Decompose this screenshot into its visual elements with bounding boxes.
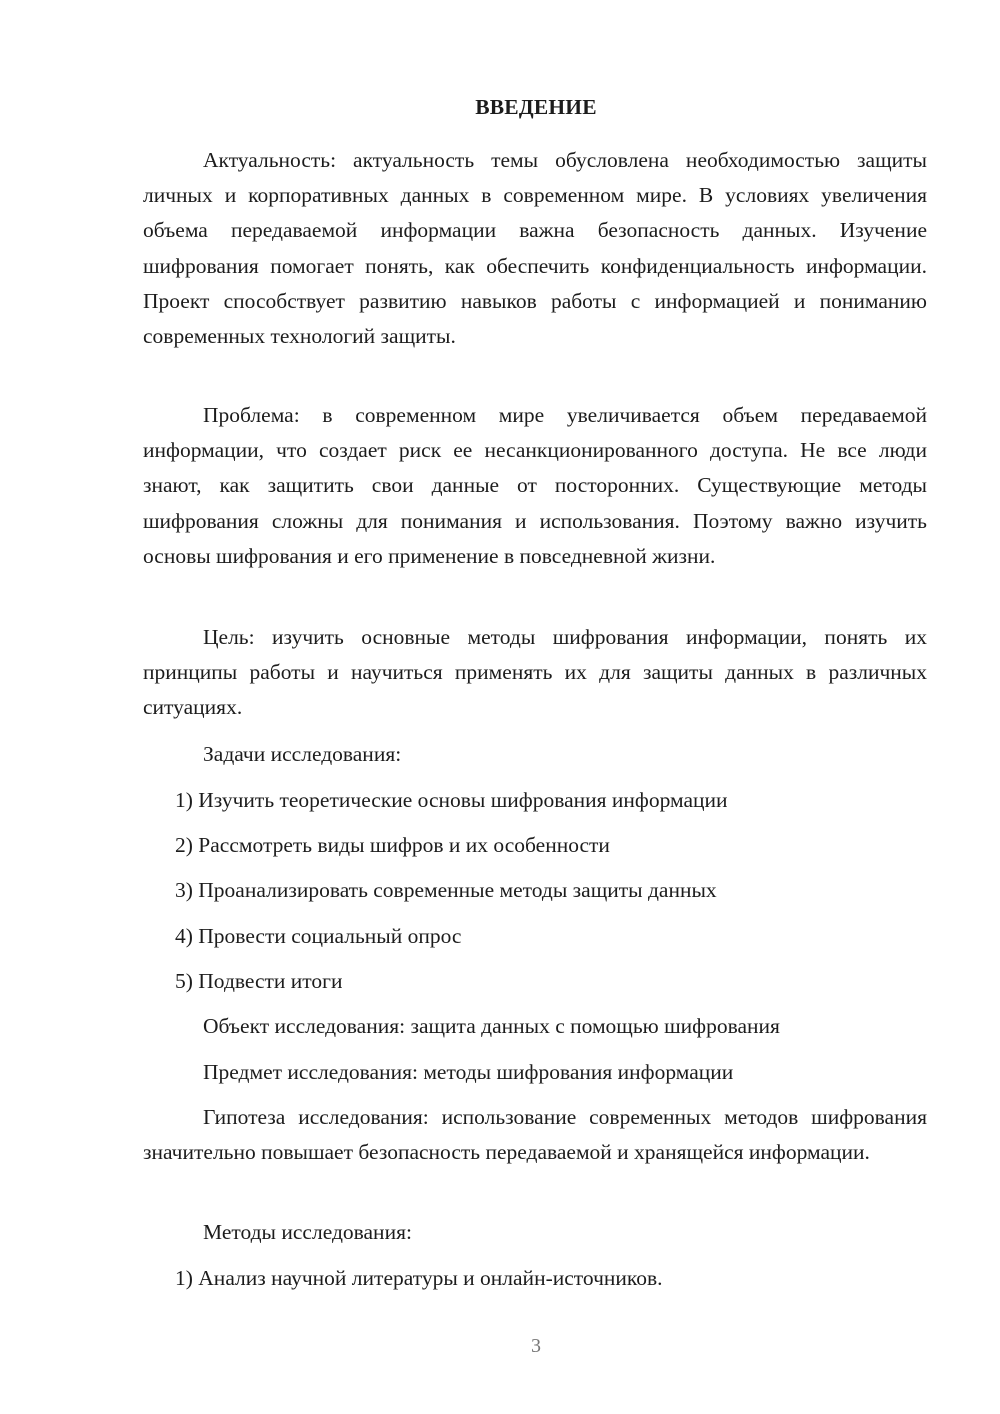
task-item: 1) Изучить теоретические основы шифрования информации [175,788,728,812]
relevance-block [143,143,927,354]
problem-paragraph: Проблема: в современном мире увеличивается объем передаваемой информации, что создает риск ее несанкционированного доступа. Не все люди знают, как защитить свои данные от посторонних. Существующие методы шифрования сложны для понимания и использования. Поэтому важно изучить основы шифрования и его применение в повседневной жизни. [143,403,927,568]
task-item-3-block [143,873,927,908]
goal-paragraph: Цель: изучить основные методы шифрования информации, понять их принципы работы и научиться применять их для защиты данных в различных ситуациях. [143,625,927,720]
method-item-1-block [143,1261,927,1296]
methods-heading-block [143,1215,927,1250]
tasks-heading: Задачи исследования: [203,742,402,766]
problem-block [143,398,927,574]
task-item-4-block [143,919,927,954]
task-item: 2) Рассмотреть виды шифров и их особенности [175,833,610,857]
page-number: 3 [531,1335,541,1357]
research-object: Объект исследования: защита данных с помощью шифрования [203,1014,780,1038]
task-item: 4) Провести социальный опрос [175,924,462,948]
task-item-1-block [143,783,927,818]
method-item: 1) Анализ научной литературы и онлайн-источников. [175,1266,663,1290]
hypothesis-block [143,1100,927,1170]
research-subject: Предмет исследования: методы шифрования информации [203,1060,734,1084]
task-item: 5) Подвести итоги [175,969,343,993]
object-block [143,1009,927,1044]
hypothesis-paragraph: Гипотеза исследования: использование современных методов шифрования значительно повышает безопасность передаваемой и хранящейся информации. [143,1105,927,1165]
methods-heading: Методы исследования: [203,1220,412,1244]
page-title: ВВЕДЕНИЕ [475,95,597,119]
task-item: 3) Проанализировать современные методы защиты данных [175,878,717,902]
task-item-2-block [143,828,927,863]
tasks-heading-block [143,737,927,772]
task-item-5-block [143,964,927,999]
subject-block [143,1055,927,1090]
relevance-paragraph: Актуальность: актуальность темы обусловлена необходимостью защиты личных и корпоративных данных в современном мире. В условиях увеличения объема передаваемой информации важна безопасность данных. Изучение шифрования помогает понять, как обеспечить конфиденциальность информации. Проект способствует развитию навыков работы с информацией и пониманию современных технологий защиты. [143,148,927,349]
goal-block [143,620,927,726]
